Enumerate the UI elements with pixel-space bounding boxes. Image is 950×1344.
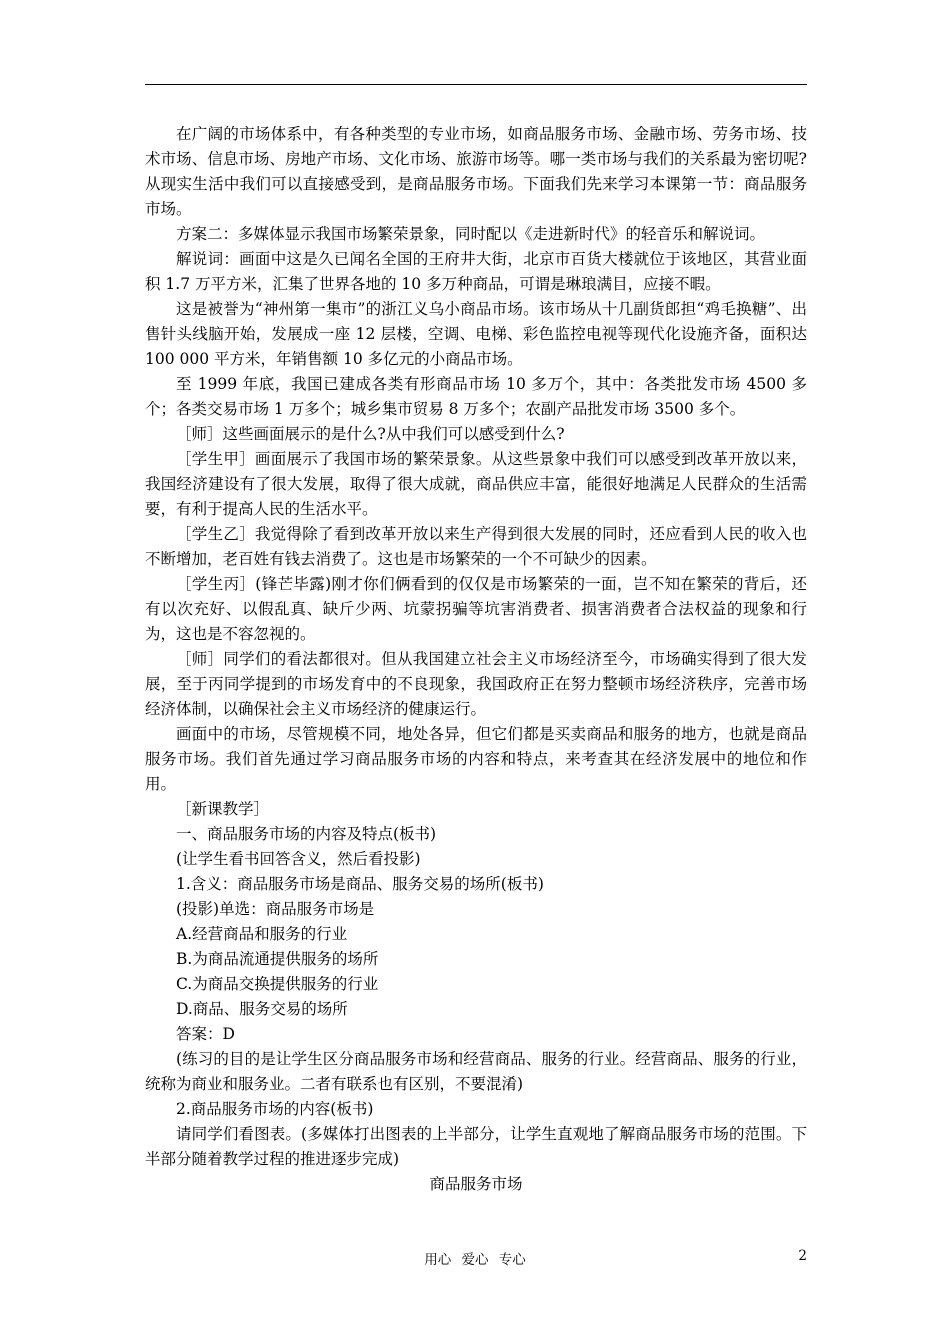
- paragraph-student-c: ［学生丙］(锋芒毕露)刚才你们俩看到的仅仅是市场繁荣的一面，岂不知在繁荣的背后，还有以次充好、以假乱真、缺斤少两、坑蒙拐骗等坑害消费者、损害消费者合法权益的现象和行为，这也是不容忽视的。: [145, 575, 807, 643]
- paragraph-market-statistics: 至 1999 年底，我国已建成各类有形商品市场 10 多万个，其中：各类批发市场 4500 多个；各类交易市场 1 万多个；城乡集市贸易 8 万多个；农副产品批发市场 3500 多个。: [145, 375, 807, 418]
- chart-title: 商品服务市场: [429, 1175, 523, 1193]
- paragraph-student-a: ［学生甲］画面展示了我国市场的繁荣景象。从这些景象中我们可以感受到改革开放以来，我国经济建设有了很大发展，取得了很大成就，商品供应丰富，能很好地满足人民群众的生活需要，有利于提高人民的生活水平。: [145, 450, 807, 518]
- document-body: [145, 122, 807, 1197]
- instruction-line: (让学生看书回答含义，然后看投影): [176, 850, 421, 868]
- paragraph-intro: 在广阔的市场体系中，有各种类型的专业市场，如商品服务市场、金融市场、劳务市场、技术市场、信息市场、房地产市场、文化市场、旅游市场等。哪一类市场与我们的关系最为密切呢?从现实生活中我们可以直接感受到，是商品服务市场。下面我们先来学习本课第一节：商品服务市场。: [145, 125, 807, 218]
- paragraph-chart-instruction: 请同学们看图表。(多媒体打出图表的上半部分，让学生直观地了解商品服务市场的范围。下半部分随着教学过程的推进逐步完成): [145, 1125, 807, 1168]
- paragraph-plan-two: 方案二：多媒体显示我国市场繁荣景象，同时配以《走进新时代》的轻音乐和解说词。: [176, 225, 766, 243]
- page-number: 2: [798, 1248, 807, 1264]
- paragraph-narration-wangfujing: 解说词：画面中这是久已闻名全国的王府井大街，北京市百货大楼就位于该地区，其营业面积 1.7 万平方米，汇集了世界各地的 10 多万种商品，可谓是琳琅满目，应接不暇。: [145, 250, 807, 293]
- footer-motto: 用心 爱心 专心: [424, 1252, 526, 1268]
- section-heading-new-lesson: ［新课教学］: [176, 800, 270, 818]
- option-c: C.为商品交换提供服务的行业: [176, 975, 379, 993]
- paragraph-yiwu-market: 这是被誉为“神州第一集市”的浙江义乌小商品市场。该市场从十几副货郎担“鸡毛换糖”、出售针头线脑开始，发展成一座 12 层楼，空调、电梯、彩色监控电视等现代化设施齐备，面积达 100 000 平方米，年销售额 10 多亿元的小商品市场。: [145, 300, 807, 368]
- option-a: A.经营商品和服务的行业: [176, 925, 348, 943]
- paragraph-market-summary: 画面中的市场，尽管规模不同，地处各异，但它们都是买卖商品和服务的地方，也就是商品服务市场。我们首先通过学习商品服务市场的内容和特点，来考查其在经济发展中的地位和作用。: [145, 725, 807, 793]
- option-b: B.为商品流通提供服务的场所: [176, 950, 379, 968]
- paragraph-student-b: ［学生乙］我觉得除了看到改革开放以来生产得到很大发展的同时，还应看到人民的收入也不断增加，老百姓有钱去消费了。这也是市场繁荣的一个不可缺少的因素。: [145, 525, 807, 568]
- paragraph-teacher-question: ［师］这些画面展示的是什么?从中我们可以感受到什么?: [176, 425, 565, 443]
- paragraph-teacher-reply: ［师］同学们的看法都很对。但从我国建立社会主义市场经济至今，市场确实得到了很大发展，至于丙同学提到的市场发育中的不良现象，我国政府正在努力整顿市场经济秩序，完善市场经济体制，以确保社会主义市场经济的健康运行。: [145, 650, 807, 718]
- option-d: D.商品、服务交易的场所: [176, 1000, 348, 1018]
- subheading-market-content: 2.商品服务市场的内容(板书): [176, 1100, 374, 1118]
- definition-line: 1.含义：商品服务市场是商品、服务交易的场所(板书): [176, 875, 544, 893]
- paragraph-exercise-purpose: (练习的目的是让学生区分商品服务市场和经营商品、服务的行业。经营商品、服务的行业，统称为商业和服务业。二者有联系也有区别，不要混淆): [145, 1050, 807, 1093]
- header-rule: [145, 84, 807, 85]
- section-heading-content-features: 一、商品服务市场的内容及特点(板书): [176, 825, 437, 843]
- question-stem: (投影)单选：商品服务市场是: [176, 900, 375, 918]
- answer-line: 答案：D: [176, 1025, 235, 1043]
